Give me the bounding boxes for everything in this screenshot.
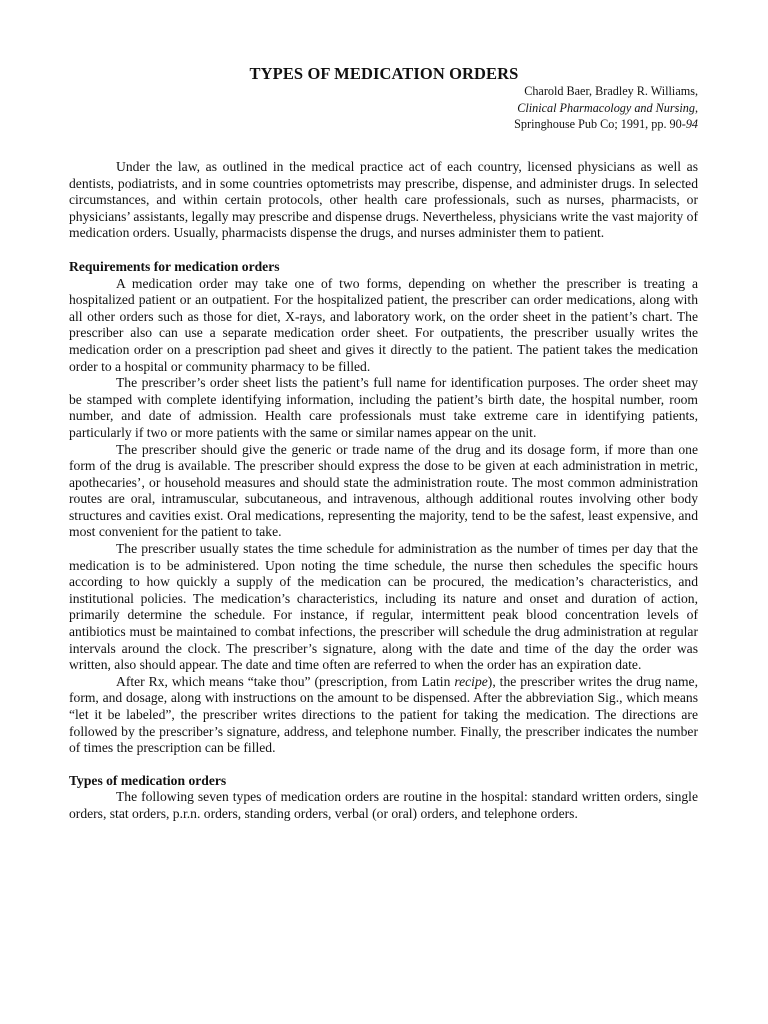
rx-paragraph [69,674,698,757]
citation-authors: Charold Baer, Bradley R. Williams, [524,84,698,98]
citation-publisher: Springhouse Pub Co; 1991, pp. 90- [514,117,686,131]
body-paragraph: The prescriber should give the generic or trade name of the drug and its dosage form, if more than one form of the drug is available. The prescriber should express the dose to be given at each administration in metric, apothecaries’, or household measures and should state the administration route. The most common administration routes are oral, intramuscular, subcutaneous, and intravenous, although additional routes involving other body structures and cavities exist. Oral medications, representing the majority, tend to be the safest, least expensive, and most convenient for the patient to take. [69,441,698,540]
body-paragraph: The prescriber’s order sheet lists the patient’s full name for identification purposes. The order sheet may be stamped with complete identifying information, including the patient’s birth date, the hospital number, room number, and date of admission. Health care professionals must take extreme care in identifying patients, particularly if two or more patients with the same or similar names appear on the unit. [69,375,698,440]
citation-page-end: 94 [685,117,698,131]
citation-block [514,83,698,133]
document-body [69,159,698,823]
body-paragraph: The prescriber usually states the time schedule for administration as the number of times per day that the medication is to be administered. Upon noting the time schedule, the nurse then schedules the specific hours according to how quickly a supply of the medication can be procured, the medication’s characteristics, and institutional policies. The medication’s characteristics, including its nature and onset and duration of action, primarily determine the schedule. For instance, if regular, intermittent peak blood concentration levels of antibiotics must be maintained to combat infections, the prescriber will schedule the drug administration at regular intervals around the clock. The prescriber’s signature, along with the date and time of the day the order was written, also should appear. The date and time often are referred to when the order has an expiration date. [69,541,698,673]
rx-text-before: After Rx, which means “take thou” (prescription, from Latin [116,673,455,689]
body-paragraph: A medication order may take one of two forms, depending on whether the prescriber is treating a hospitalized patient or an outpatient. For the hospitalized patient, the prescriber can order medications, along with all other orders such as those for diet, X-rays, and laboratory work, on the order sheet in the patient’s chart. The prescriber also can use a separate medication order sheet. For outpatients, the prescriber usually writes the medication order on a prescription pad sheet and gives it directly to the patient. The patient takes the medication order to a hospital or community pharmacy to be filled. [69,275,698,374]
citation-publisher-line [514,116,698,133]
rx-italic-recipe: recipe [454,673,488,689]
section-heading-types: Types of medication orders [69,772,227,788]
citation-book: Clinical Pharmacology and Nursing [517,100,695,115]
rx-text-after: ), the prescriber writes the drug name, form, and dosage, along with instructions on the amount to be dispensed. After the abbreviation Sig., which means “let it be labeled”, the prescriber writes directions to the patient for taking the medication. The directions are followed by the prescriber’s signature, address, and telephone number. Finally, the prescriber indicates the number of times the prescription can be filled. [69,673,698,756]
intro-paragraph: Under the law, as outlined in the medical practice act of each country, licensed physicians as well as dentists, podiatrists, and in some countries optometrists may prescribe, dispense, and administer drugs. In selected circumstances, and within certain protocols, other health care professionals, such as nurses, pharmacists, or physicians’ assistants, legally may prescribe and dispense drugs. Nevertheless, physicians write the vast majority of medication orders. Usually, pharmacists dispense the drugs, and nurses administer them to patient. [69,159,698,241]
body-paragraph: The following seven types of medication orders are routine in the hospital: standard written orders, single orders, stat orders, p.r.n. orders, standing orders, verbal (or oral) orders, and telephone orders. [69,789,698,821]
citation-book-line [514,100,698,117]
document-title: TYPES OF MEDICATION ORDERS [249,64,519,83]
citation-book-comma: , [694,100,698,115]
section-heading-requirements: Requirements for medication orders [69,258,280,274]
